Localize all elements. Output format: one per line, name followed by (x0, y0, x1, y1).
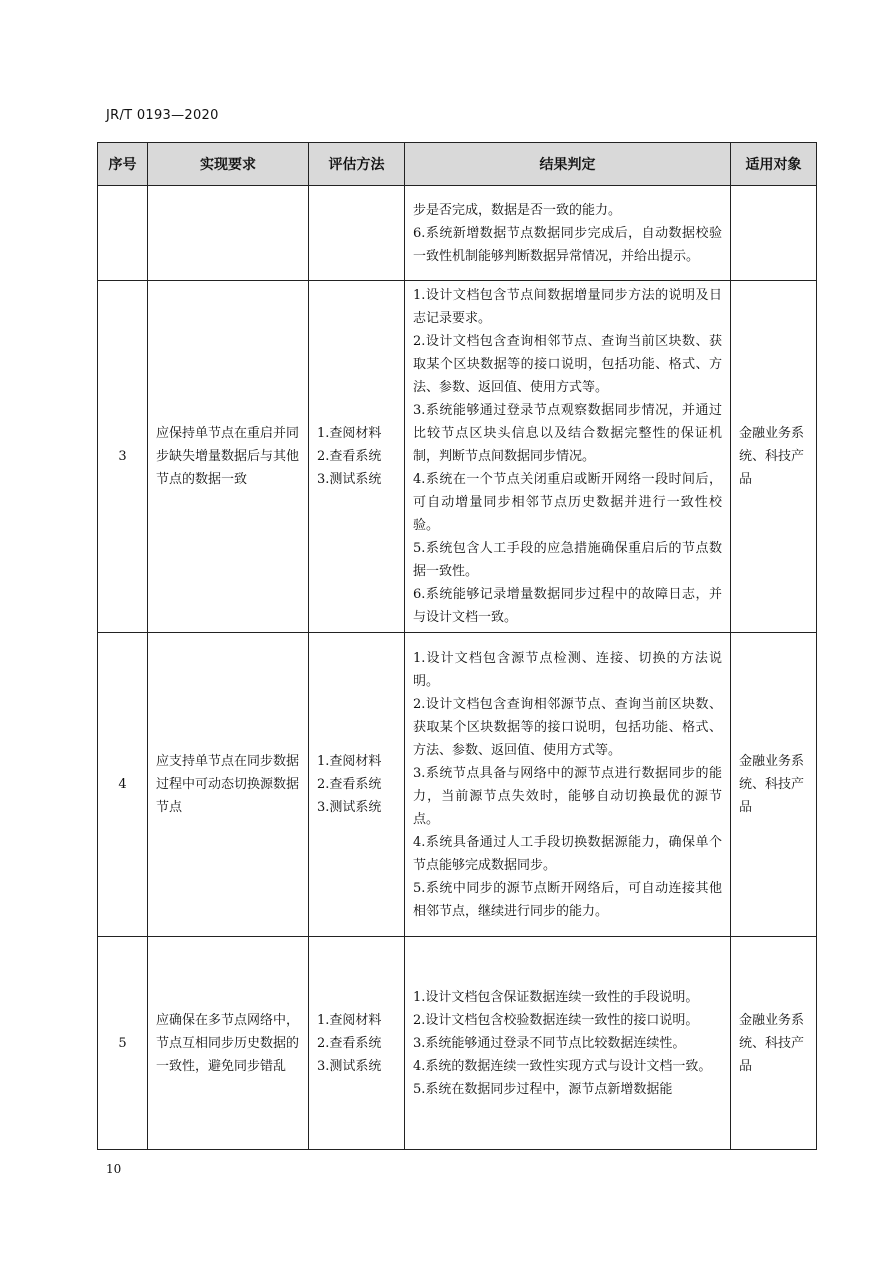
table-header-row (98, 143, 817, 186)
result-cell (405, 281, 731, 633)
result-item: 3.系统节点具备与网络中的源节点进行数据同步的能力，当前源节点失效时，能够自动切换最优的源节点。 (413, 765, 722, 827)
result-item: 1.设计文档包含节点间数据增量同步方法的说明及日志记录要求。 (413, 288, 722, 326)
result-item: 5.系统包含人工手段的应急措施确保重启后的节点数据一致性。 (413, 541, 722, 579)
result-item: 6.系统新增数据节点数据同步完成后，自动数据校验一致性机制能够判断数据异常情况，并给出提示。 (413, 225, 722, 264)
result-item: 6.系统能够记录增量数据同步过程中的故障日志，并与设计文档一致。 (413, 587, 722, 625)
method-item: 3.测试系统 (317, 472, 382, 487)
result-item: 2.设计文档包含查询相邻源节点、查询当前区块数、获取某个区块数据等的接口说明，包括功能、格式、方法、参数、返回值、使用方式等。 (413, 696, 722, 758)
page-number: 10 (106, 1162, 122, 1176)
method-cell (309, 633, 405, 937)
result-item: 4.系统的数据连续一致性实现方式与设计文档一致。 (413, 1058, 712, 1074)
target-cell: 金融业务系统、科技产品 (731, 633, 817, 937)
result-item: 5.系统在数据同步过程中，源节点新增数据能 (413, 1081, 673, 1097)
result-item: 1.设计文档包含保证数据连续一致性的手段说明。 (413, 989, 699, 1005)
method-item: 1.查阅材料 (317, 754, 382, 769)
requirement-cell: 应保持单节点在重启并同步缺失增量数据后与其他节点的数据一致 (148, 281, 309, 633)
requirements-table (97, 142, 817, 1150)
result-item: 5.系统中同步的源节点断开网络后，可自动连接其他相邻节点，继续进行同步的能力。 (413, 880, 722, 919)
column-header-result: 结果判定 (405, 143, 731, 186)
table-row (98, 937, 817, 1150)
table-row (98, 281, 817, 633)
method-cell (309, 281, 405, 633)
column-header-target: 适用对象 (731, 143, 817, 186)
column-header-number: 序号 (98, 143, 148, 186)
result-item: 4.系统在一个节点关闭重启或断开网络一段时间后，可自动增量同步相邻节点历史数据并进行一致性校验。 (413, 472, 722, 533)
requirement-cell (148, 186, 309, 281)
document-code: JR/T 0193—2020 (106, 108, 219, 123)
target-cell (731, 186, 817, 281)
result-item: 步是否完成，数据是否一致的能力。 (413, 202, 622, 218)
method-item: 3.测试系统 (317, 1058, 382, 1074)
requirement-cell: 应支持单节点在同步数据过程中可动态切换源数据节点 (148, 633, 309, 937)
method-item: 3.测试系统 (317, 800, 382, 815)
result-item: 3.系统能够通过登录节点观察数据同步情况，并通过比较节点区块头信息以及结合数据完整性的保证机制，判断节点间数据同步情况。 (413, 403, 722, 464)
method-cell (309, 937, 405, 1150)
row-number-cell (98, 186, 148, 281)
result-item: 4.系统具备通过人工手段切换数据源能力，确保单个节点能够完成数据同步。 (413, 834, 722, 873)
row-number-cell: 5 (98, 937, 148, 1150)
result-item: 2.设计文档包含校验数据连续一致性的接口说明。 (413, 1012, 699, 1028)
row-number-cell: 4 (98, 633, 148, 937)
result-cell (405, 633, 731, 937)
column-header-requirement: 实现要求 (148, 143, 309, 186)
result-cell (405, 937, 731, 1150)
method-cell (309, 186, 405, 281)
requirement-cell: 应确保在多节点网络中，节点互相同步历史数据的一致性，避免同步错乱 (148, 937, 309, 1150)
result-item: 3.系统能够通过登录不同节点比较数据连续性。 (413, 1035, 686, 1051)
result-cell (405, 186, 731, 281)
method-item: 2.查看系统 (317, 449, 382, 464)
method-item: 1.查阅材料 (317, 426, 382, 441)
column-header-method: 评估方法 (309, 143, 405, 186)
method-item: 1.查阅材料 (317, 1012, 382, 1028)
method-item: 2.查看系统 (317, 1035, 382, 1051)
result-item: 1.设计文档包含源节点检测、连接、切换的方法说明。 (413, 650, 722, 689)
target-cell: 金融业务系统、科技产品 (731, 281, 817, 633)
target-cell: 金融业务系统、科技产品 (731, 937, 817, 1150)
row-number-cell: 3 (98, 281, 148, 633)
method-item: 2.查看系统 (317, 777, 382, 792)
result-item: 2.设计文档包含查询相邻节点、查询当前区块数、获取某个区块数据等的接口说明，包括功能、格式、方法、参数、返回值、使用方式等。 (413, 334, 722, 395)
table-row (98, 186, 817, 281)
table-row (98, 633, 817, 937)
